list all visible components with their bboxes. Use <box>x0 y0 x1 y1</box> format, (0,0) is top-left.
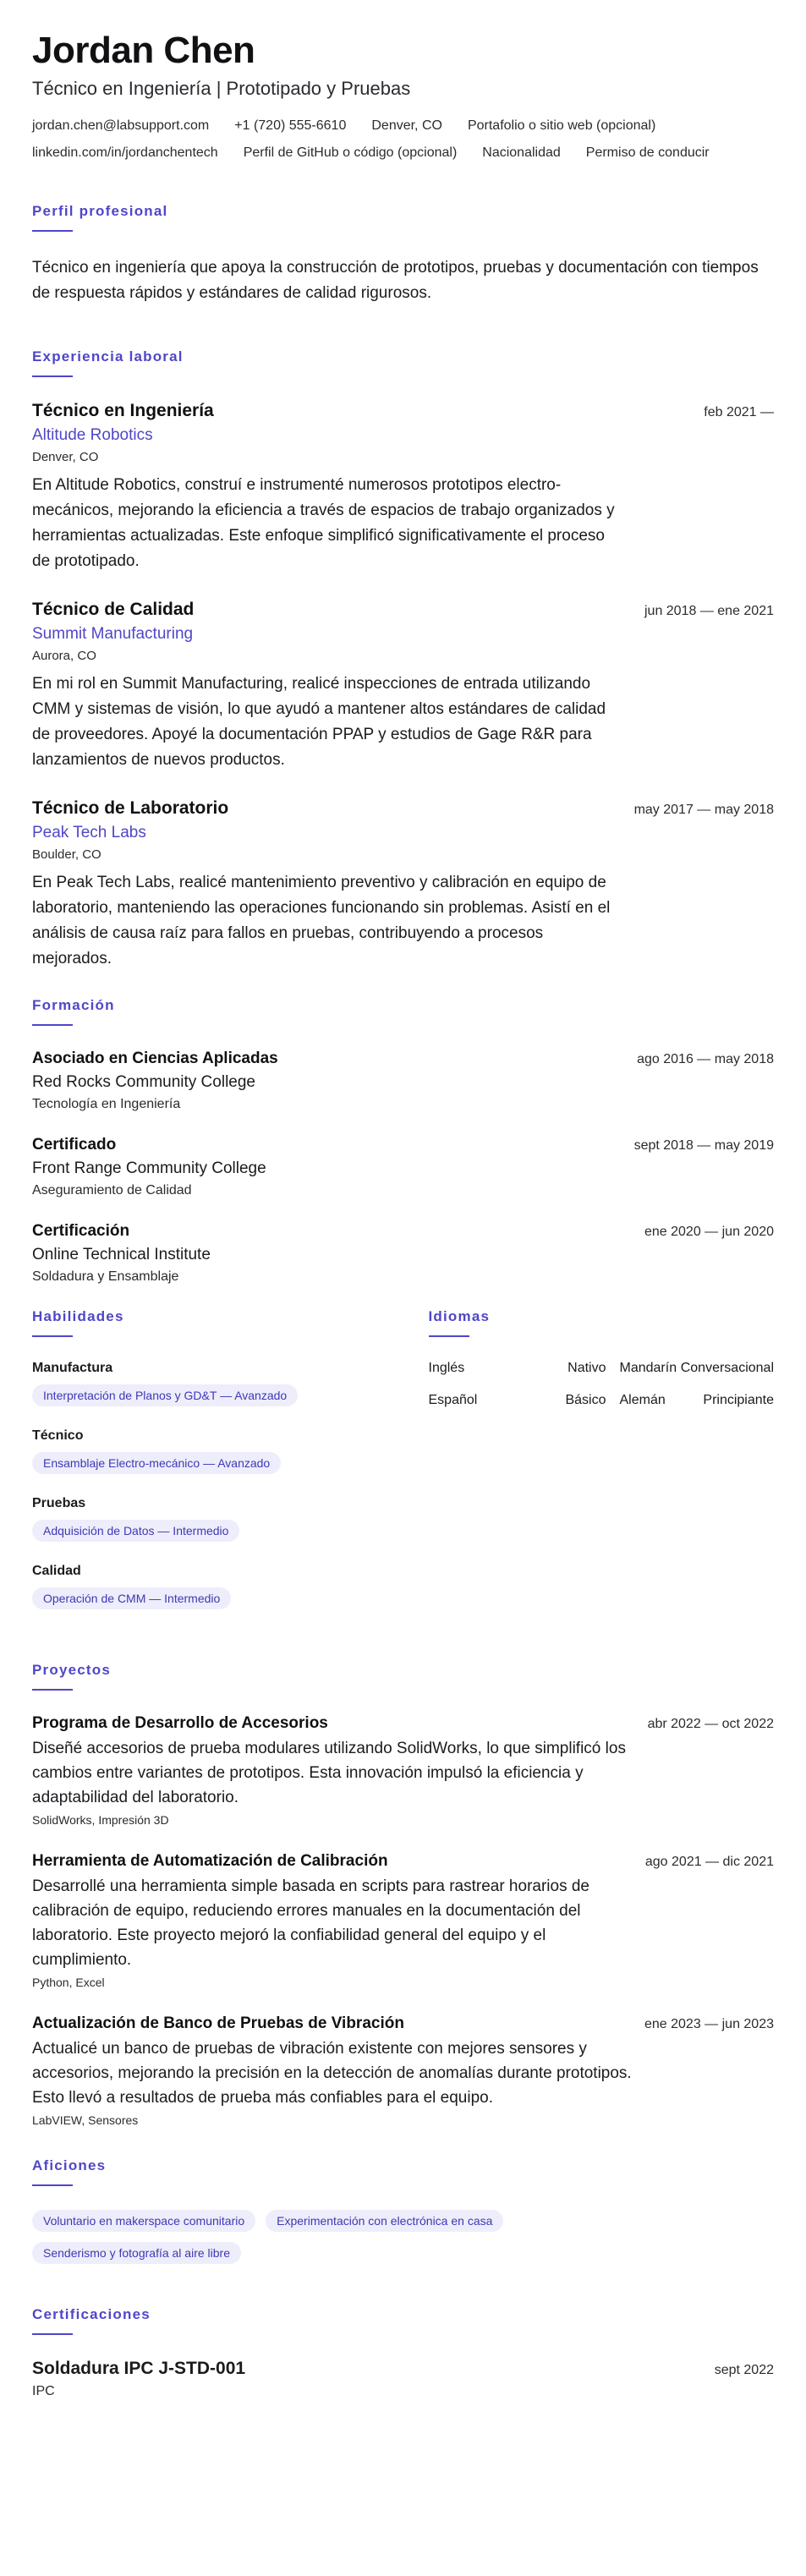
language-row <box>429 1393 775 1408</box>
institution-name: Red Rocks Community College <box>32 1073 255 1092</box>
job-title: Técnico de Calidad <box>32 600 195 620</box>
field-of-study: Aseguramiento de Calidad <box>32 1183 192 1198</box>
contact-phone[interactable]: +1 (720) 555-6610 <box>234 118 347 134</box>
education-date: sept 2018 — may 2019 <box>633 1138 774 1154</box>
project-entry <box>32 1714 774 1827</box>
job-date: jun 2018 — ene 2021 <box>644 604 774 619</box>
language-name: Inglés <box>428 1361 465 1376</box>
education-date: ago 2016 — may 2018 <box>637 1052 774 1067</box>
contact-nationality: Nacionalidad <box>482 145 561 161</box>
certification-name: Soldadura IPC J-STD-001 <box>32 2359 246 2379</box>
institution-name: Online Technical Institute <box>32 1246 211 1264</box>
certifications-section <box>32 2306 774 2399</box>
contact-email[interactable]: jordan.chen@labsupport.com <box>32 118 210 134</box>
project-description: Actualicé un banco de pruebas de vibración existente con mejores sensores y accesorios, mejorando la precisión en la detección de anomalías durante prototipos. Esto llevó a resultados de prueba más confiables para el equipo. <box>32 2040 632 2107</box>
language-name: Español <box>428 1393 478 1408</box>
language-name: Mandarín <box>619 1361 677 1376</box>
languages-column <box>429 1308 775 1631</box>
hobby-chip: Senderismo y fotografía al aire libre <box>32 2242 241 2264</box>
field-of-study: Tecnología en Ingeniería <box>32 1097 181 1112</box>
certification-issuer: IPC <box>32 2384 55 2399</box>
language-level: Nativo <box>567 1361 606 1376</box>
project-description: Diseñé accesorios de prueba modulares utilizando SolidWorks, lo que simplificó los cambios entre variantes de prototipos. Esta innovación impulsó la eficiencia y adaptabilidad del laboratorio. <box>32 1740 626 1807</box>
certification-entry <box>32 2359 774 2399</box>
job-location: Denver, CO <box>32 450 99 465</box>
skill-group <box>32 1361 378 1406</box>
section-divider <box>32 2184 73 2186</box>
degree-title: Certificación <box>32 1222 130 1241</box>
certification-date: sept 2022 <box>714 2363 774 2378</box>
institution-name: Front Range Community College <box>32 1159 266 1178</box>
section-divider <box>32 1024 73 1026</box>
job-location: Boulder, CO <box>32 847 101 863</box>
language-row <box>429 1361 775 1376</box>
education-entry <box>32 1136 774 1198</box>
section-divider <box>32 1689 73 1691</box>
project-entry <box>32 2014 774 2127</box>
hobby-list <box>32 2210 641 2264</box>
section-divider <box>32 1335 73 1337</box>
language-level: Básico <box>565 1393 606 1408</box>
contact-license: Permiso de conducir <box>585 145 710 161</box>
language-name: Alemán <box>619 1393 666 1408</box>
skill-chip: Operación de CMM — Intermedio <box>32 1587 231 1609</box>
skill-category: Calidad <box>32 1564 81 1579</box>
section-title: Formación <box>32 997 115 1014</box>
candidate-headline: Técnico en Ingeniería | Prototipado y Pruebas <box>32 78 411 100</box>
skill-group <box>32 1564 378 1609</box>
language-level: Principiante <box>703 1393 774 1408</box>
project-date: ene 2023 — jun 2023 <box>644 2017 774 2032</box>
skill-chip: Adquisición de Datos — Intermedio <box>32 1520 239 1542</box>
education-date: ene 2020 — jun 2020 <box>644 1225 774 1240</box>
experience-entry <box>32 401 774 574</box>
job-title: Técnico de Laboratorio <box>32 798 229 819</box>
section-title: Proyectos <box>32 1662 112 1679</box>
contact-github[interactable]: Perfil de GitHub o código (opcional) <box>243 145 458 161</box>
hobbies-section <box>32 2157 774 2264</box>
language-level: Conversacional <box>680 1361 774 1376</box>
degree-title: Certificado <box>32 1136 117 1154</box>
hobby-chip: Voluntario en makerspace comunitario <box>32 2210 255 2232</box>
project-tech: LabVIEW, Sensores <box>32 2113 139 2128</box>
section-divider <box>32 230 73 232</box>
job-description: En mi rol en Summit Manufacturing, realicé inspecciones de entrada utilizando CMM y sistemas de visión, lo que ayudó a mantener altos estándares de calidad de proveedores. Apoyé la documentación PPAP y estudios de Gage R&R para lanzamientos de nuevos productos. <box>32 675 606 770</box>
summary-text: Técnico en ingeniería que apoya la construcción de prototipos, pruebas y documentación con tiempos de respuesta rápidos y estándares de calidad rigurosos. <box>32 259 759 303</box>
job-date: may 2017 — may 2018 <box>633 803 774 818</box>
section-title: Aficiones <box>32 2157 107 2174</box>
skill-group <box>32 1496 378 1542</box>
experience-section <box>32 348 774 972</box>
skill-chip: Ensamblaje Electro-mecánico — Avanzado <box>32 1452 281 1474</box>
project-date: abr 2022 — oct 2022 <box>647 1717 774 1732</box>
projects-section <box>32 1662 774 2127</box>
skills-languages-section <box>32 1308 774 1631</box>
job-description: En Altitude Robotics, construí e instrumenté numerosos prototipos electro-mecánicos, mejorando la eficiencia a través de espacios de trabajo organizados y herramientas actualizadas. Este enfoque simplificó significativamente el proceso de prototipado. <box>32 476 615 571</box>
project-entry <box>32 1852 774 1989</box>
project-description: Desarrollé una herramienta simple basada en scripts para rastrear horarios de calibración de equipo, reduciendo errores manuales en la documentación del laboratorio. Este proyecto mejoró la confiabilidad general del equipo y el cumplimiento. <box>32 1877 589 1970</box>
project-tech: SolidWorks, Impresión 3D <box>32 1813 169 1828</box>
education-entry <box>32 1222 774 1285</box>
skill-category: Manufactura <box>32 1361 113 1376</box>
contact-linkedin[interactable]: linkedin.com/in/jordanchentech <box>32 145 218 161</box>
section-divider <box>32 2333 73 2335</box>
summary-section <box>32 203 774 306</box>
section-divider <box>32 375 73 377</box>
skill-category: Pruebas <box>32 1496 86 1511</box>
skill-category: Técnico <box>32 1428 84 1444</box>
section-title: Habilidades <box>32 1308 124 1325</box>
skill-group <box>32 1428 378 1474</box>
skills-column <box>32 1308 378 1631</box>
contact-location: Denver, CO <box>371 118 442 134</box>
field-of-study: Soldadura y Ensamblaje <box>32 1269 179 1285</box>
education-entry <box>32 1050 774 1112</box>
section-title: Certificaciones <box>32 2306 151 2323</box>
project-date: ago 2021 — dic 2021 <box>644 1855 774 1870</box>
project-tech: Python, Excel <box>32 1976 105 1990</box>
candidate-name: Jordan Chen <box>32 30 255 71</box>
job-date: feb 2021 — <box>704 405 774 420</box>
job-location: Aurora, CO <box>32 649 96 664</box>
education-section <box>32 997 774 1285</box>
company-name: Peak Tech Labs <box>32 824 146 842</box>
resume-header <box>32 30 774 161</box>
hobby-chip: Experimentación con electrónica en casa <box>266 2210 503 2232</box>
project-name: Programa de Desarrollo de Accesorios <box>32 1714 328 1733</box>
experience-entry <box>32 600 774 773</box>
company-name: Summit Manufacturing <box>32 625 194 644</box>
contact-list <box>32 118 774 161</box>
section-title: Experiencia laboral <box>32 348 184 365</box>
project-name: Actualización de Banco de Pruebas de Vibración <box>32 2014 404 2033</box>
job-description: En Peak Tech Labs, realicé mantenimiento preventivo y calibración en equipo de laboratorio, manteniendo las operaciones funcionando sin problemas. Asistí en el análisis de causa raíz para fallos en pruebas, contribuyendo a procesos mejorados. <box>32 874 611 968</box>
section-divider <box>429 1335 469 1337</box>
job-title: Técnico en Ingeniería <box>32 401 214 421</box>
company-name: Altitude Robotics <box>32 426 153 445</box>
section-title: Perfil profesional <box>32 203 168 220</box>
degree-title: Asociado en Ciencias Aplicadas <box>32 1050 278 1068</box>
skill-chip: Interpretación de Planos y GD&T — Avanzado <box>32 1384 298 1406</box>
contact-portfolio[interactable]: Portafolio o sitio web (opcional) <box>467 118 656 134</box>
section-title: Idiomas <box>428 1308 491 1325</box>
experience-entry <box>32 798 774 972</box>
project-name: Herramienta de Automatización de Calibración <box>32 1852 388 1871</box>
